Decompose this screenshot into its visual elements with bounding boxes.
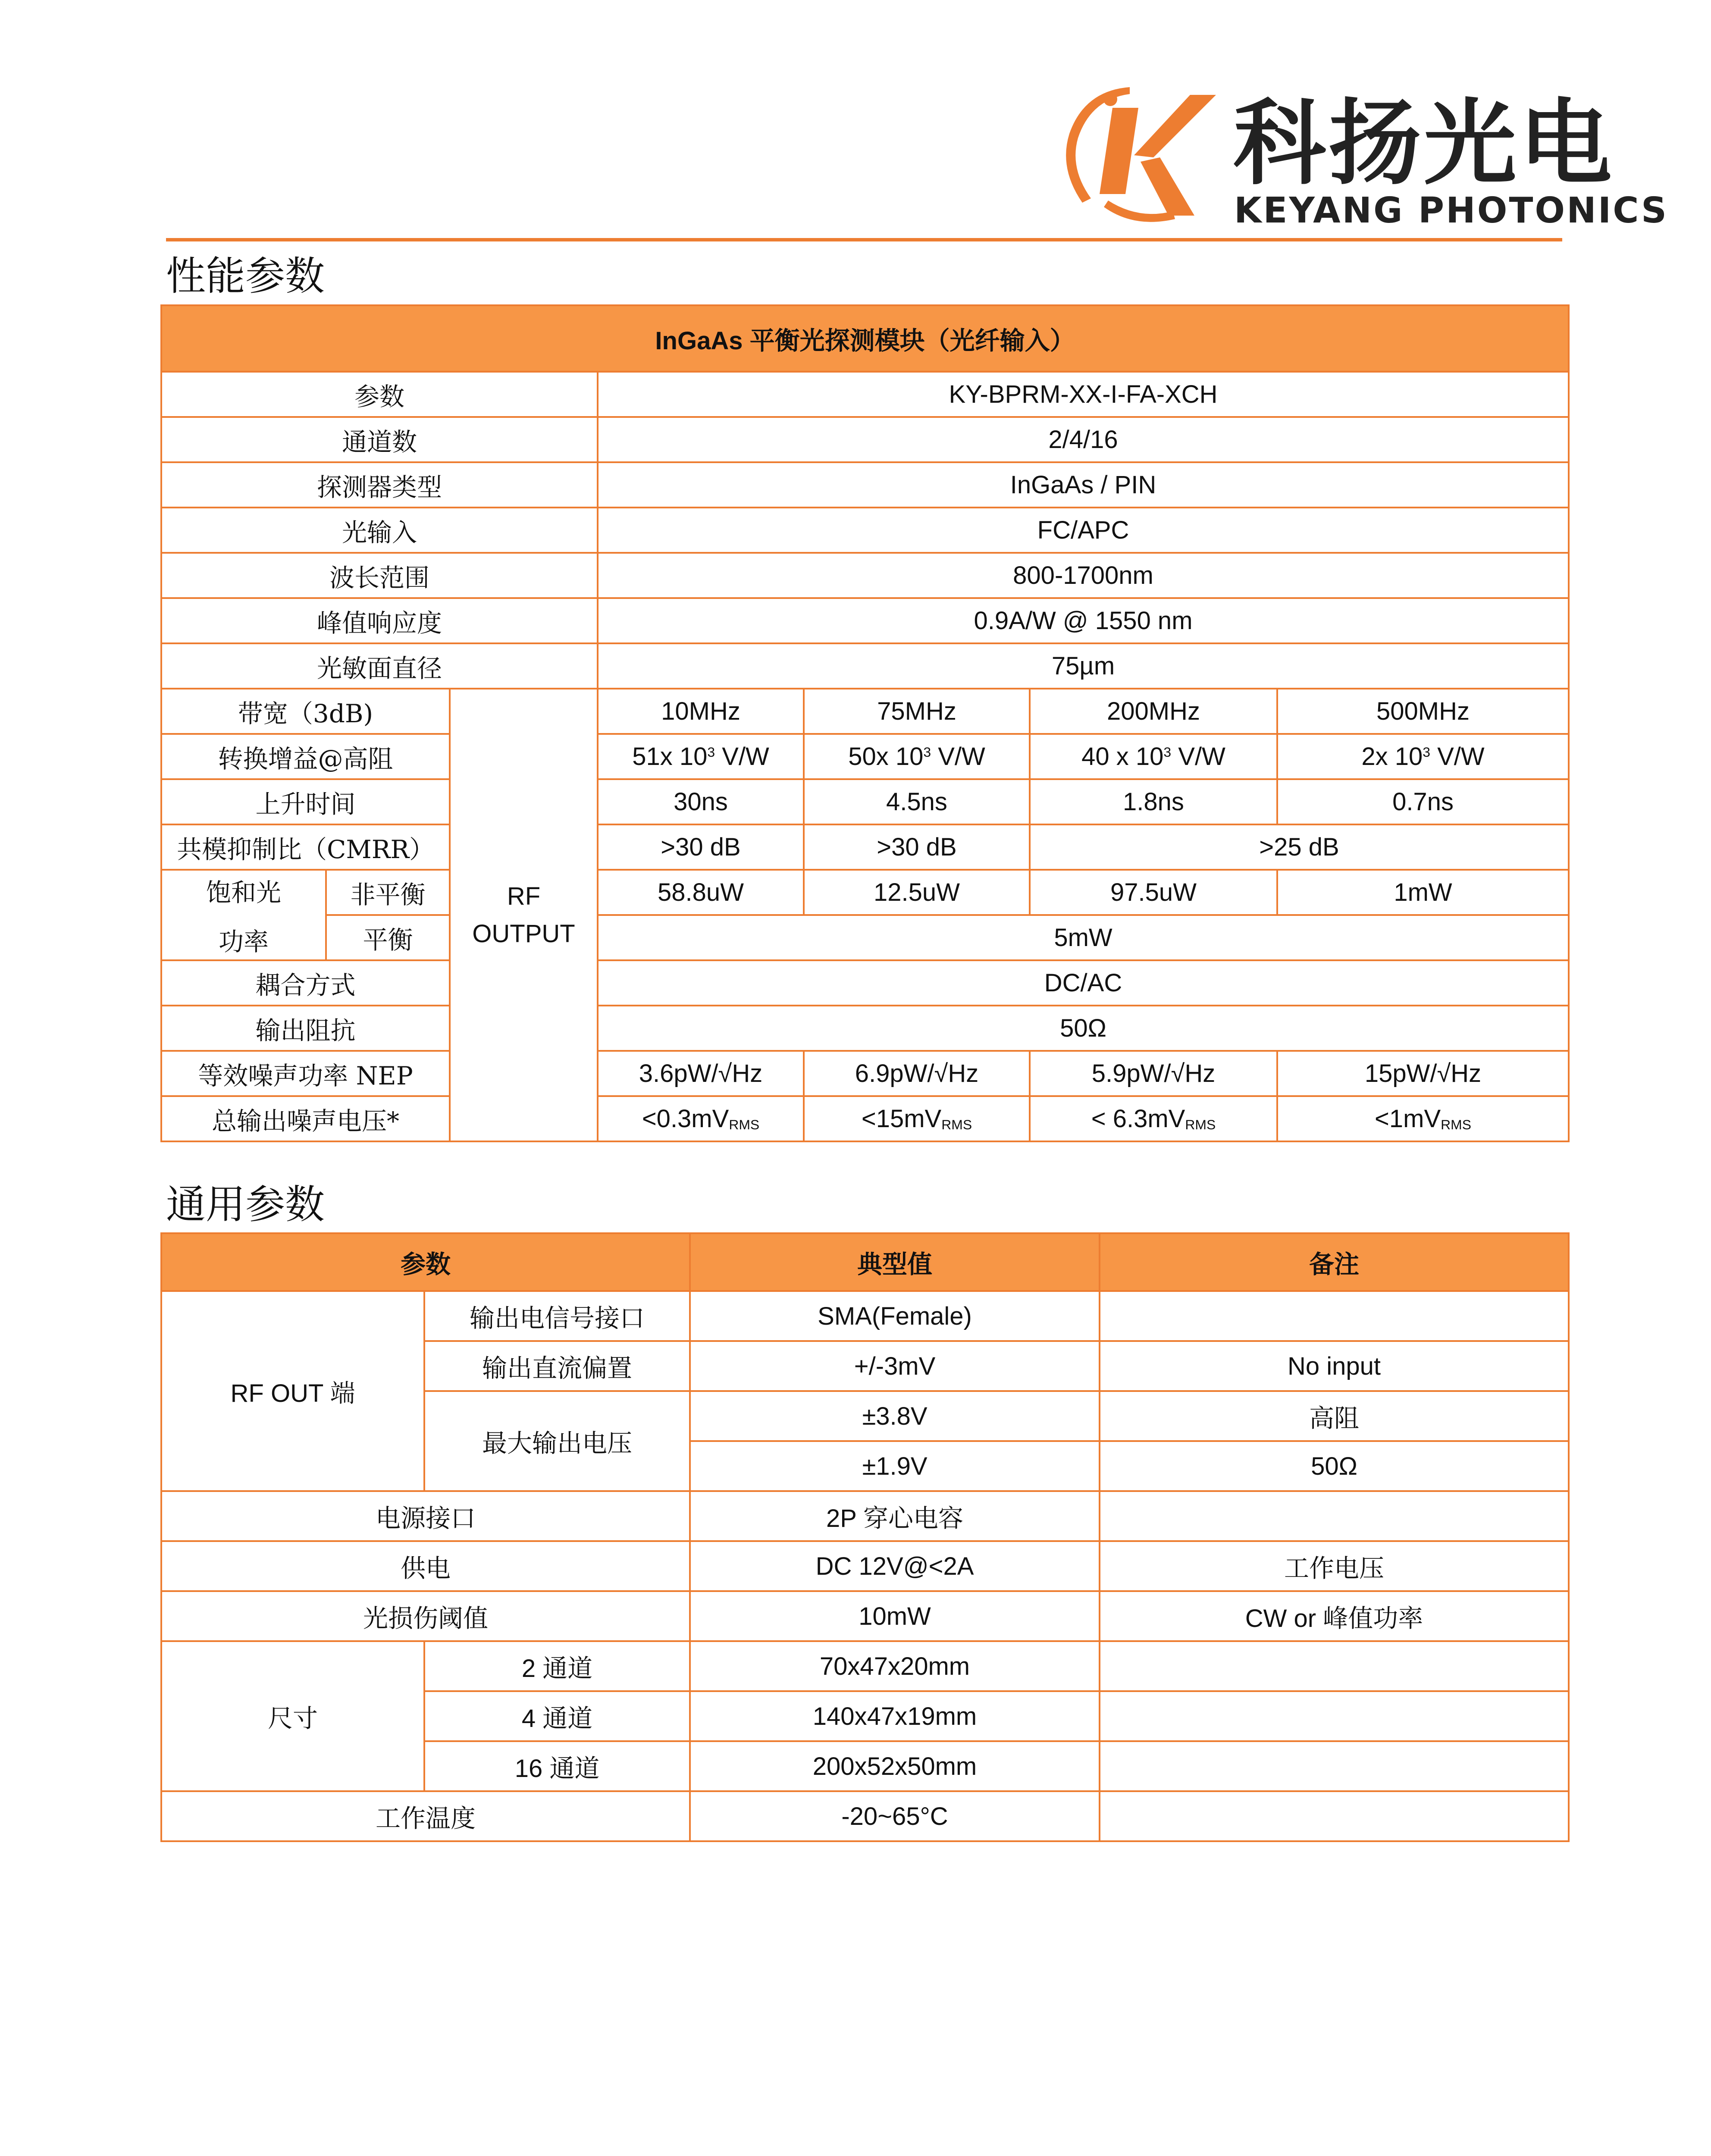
row-note	[1100, 1291, 1569, 1341]
table-row	[161, 779, 1569, 824]
bandwidth-75mhz: 75MHz	[804, 689, 1030, 734]
rf-out-group-label: RF OUT 端	[161, 1291, 424, 1491]
row-label: 带宽（3dB)	[161, 689, 450, 734]
row-value: 2/4/16	[598, 417, 1569, 462]
row-value: FC/APC	[598, 508, 1569, 553]
gain-value: 50x $10^3$ V/W	[804, 734, 1030, 779]
column-header: 典型值	[690, 1233, 1100, 1291]
general-table	[160, 1232, 1570, 1842]
row-note	[1100, 1741, 1569, 1791]
table-row	[161, 824, 1569, 870]
row-label: 探测器类型	[161, 462, 598, 508]
row-value: ±3.8V	[690, 1391, 1100, 1441]
noise-voltage-value: $<1mV_{RMS}$	[1277, 1096, 1569, 1141]
noise-voltage-value: $<0.3mV_{RMS}$	[598, 1096, 804, 1141]
table-row	[161, 1051, 1569, 1096]
table-row	[161, 598, 1569, 643]
table-row	[161, 372, 1569, 417]
table-row	[161, 305, 1569, 372]
bandwidth-200mhz: 200MHz	[1030, 689, 1277, 734]
nep-value: 3.6pW/√Hz	[598, 1051, 804, 1096]
nep-value: 5.9pW/√Hz	[1030, 1051, 1277, 1096]
row-label: 光敏面直径	[161, 643, 598, 689]
size-value: 140x47x19mm	[690, 1691, 1100, 1741]
size-channel: 4 通道	[424, 1691, 690, 1741]
row-label: 输出直流偏置	[424, 1341, 690, 1391]
coupling-value: DC/AC	[598, 960, 1569, 1006]
table-row	[161, 553, 1569, 598]
unbalanced-label: 非平衡	[326, 870, 450, 915]
bandwidth-10mhz: 10MHz	[598, 689, 804, 734]
performance-table-title: InGaAs 平衡光探测模块（光纤输入）	[161, 305, 1569, 372]
row-value: 800-1700nm	[598, 553, 1569, 598]
row-value: +/-3mV	[690, 1341, 1100, 1391]
gain-value: 40 x $10^3$ V/W	[1030, 734, 1277, 779]
size-channel: 16 通道	[424, 1741, 690, 1791]
row-label: 光损伤阈值	[161, 1591, 690, 1641]
company-logo-icon	[1065, 82, 1220, 224]
gain-value: 51x $10^3$ V/W	[598, 734, 804, 779]
row-note: 工作电压	[1100, 1541, 1569, 1591]
row-value: SMA(Female)	[690, 1291, 1100, 1341]
row-value: 10mW	[690, 1591, 1100, 1641]
row-label: 总输出噪声电压*	[161, 1096, 450, 1141]
row-note: No input	[1100, 1341, 1569, 1391]
saturation-value: 97.5uW	[1030, 870, 1277, 915]
row-label: 供电	[161, 1541, 690, 1591]
table-row	[161, 870, 1569, 915]
saturation-balanced-value: 5mW	[598, 915, 1569, 960]
table-header-row	[161, 1233, 1569, 1291]
column-header: 备注	[1100, 1233, 1569, 1291]
table-row	[161, 960, 1569, 1006]
row-value: ±1.9V	[690, 1441, 1100, 1491]
row-value: KY-BPRM-XX-I-FA-XCH	[598, 372, 1569, 417]
table-row	[161, 915, 1569, 960]
saturation-value: 12.5uW	[804, 870, 1030, 915]
rf-label-line1: RF	[507, 882, 541, 910]
balanced-label: 平衡	[326, 915, 450, 960]
row-value: 2P 穿心电容	[690, 1491, 1100, 1541]
cmrr-value: >25 dB	[1030, 824, 1569, 870]
rise-time-value: 1.8ns	[1030, 779, 1277, 824]
row-label: 电源接口	[161, 1491, 690, 1541]
row-note	[1100, 1491, 1569, 1541]
row-label: 输出阻抗	[161, 1006, 450, 1051]
header-divider	[166, 238, 1562, 241]
row-label: 转换增益@高阻	[161, 734, 450, 779]
performance-table	[160, 304, 1570, 1142]
rise-time-value: 0.7ns	[1277, 779, 1569, 824]
general-section-title: 通用参数	[166, 1181, 325, 1228]
row-label: 工作温度	[161, 1791, 690, 1841]
table-row	[161, 643, 1569, 689]
row-note	[1100, 1791, 1569, 1841]
table-row	[161, 417, 1569, 462]
cmrr-value: >30 dB	[804, 824, 1030, 870]
performance-section-title: 性能参数	[166, 253, 325, 299]
row-value: -20~65°C	[690, 1791, 1100, 1841]
table-row	[161, 1096, 1569, 1141]
row-label: 等效噪声功率 NEP	[161, 1051, 450, 1096]
gain-value: 2x $10^3$ V/W	[1277, 734, 1569, 779]
row-note: CW or 峰值功率	[1100, 1591, 1569, 1641]
saturation-value: 58.8uW	[598, 870, 804, 915]
table-row	[161, 1591, 1569, 1641]
bandwidth-500mhz: 500MHz	[1277, 689, 1569, 734]
rise-time-value: 30ns	[598, 779, 804, 824]
table-row	[161, 734, 1569, 779]
brand-name-chinese: 科扬光电	[1233, 89, 1614, 197]
table-row	[161, 462, 1569, 508]
cmrr-value: >30 dB	[598, 824, 804, 870]
row-label: 上升时间	[161, 779, 450, 824]
row-note	[1100, 1691, 1569, 1741]
noise-voltage-value: < $6.3mV_{RMS}$	[1030, 1096, 1277, 1141]
row-label: 光输入	[161, 508, 598, 553]
brand-name-english: KEYANG PHOTONICS	[1234, 190, 1668, 231]
row-note: 高阻	[1100, 1391, 1569, 1441]
nep-value: 15pW/√Hz	[1277, 1051, 1569, 1096]
saturation-power-label: 饱和光 功率	[161, 870, 326, 960]
row-label: 峰值响应度	[161, 598, 598, 643]
impedance-value: 50Ω	[598, 1006, 1569, 1051]
row-label: 耦合方式	[161, 960, 450, 1006]
table-row	[161, 1291, 1569, 1341]
size-channel: 2 通道	[424, 1641, 690, 1691]
table-row	[161, 1641, 1569, 1691]
row-label: 共模抑制比（CMRR）	[161, 824, 450, 870]
size-value: 70x47x20mm	[690, 1641, 1100, 1691]
saturation-value: 1mW	[1277, 870, 1569, 915]
size-label: 尺寸	[161, 1641, 424, 1791]
row-label: 输出电信号接口	[424, 1291, 690, 1341]
row-value: DC 12V@<2A	[690, 1541, 1100, 1591]
row-label: 波长范围	[161, 553, 598, 598]
noise-voltage-value: $<15mV_{RMS}$	[804, 1096, 1030, 1141]
column-header: 参数	[161, 1233, 690, 1291]
row-value: 0.9A/W @ 1550 nm	[598, 598, 1569, 643]
table-row	[161, 689, 1569, 734]
nep-value: 6.9pW/√Hz	[804, 1051, 1030, 1096]
row-note	[1100, 1641, 1569, 1691]
table-row	[161, 508, 1569, 553]
row-value: 75µm	[598, 643, 1569, 689]
row-value: InGaAs / PIN	[598, 462, 1569, 508]
table-row	[161, 1791, 1569, 1841]
rise-time-value: 4.5ns	[804, 779, 1030, 824]
row-label: 参数	[161, 372, 598, 417]
table-row	[161, 1006, 1569, 1051]
row-label: 通道数	[161, 417, 598, 462]
rf-label-line2: OUTPUT	[472, 920, 575, 948]
row-note: 50Ω	[1100, 1441, 1569, 1491]
table-row	[161, 1491, 1569, 1541]
table-row	[161, 1541, 1569, 1591]
rf-output-label	[450, 689, 598, 1141]
row-label: 最大输出电压	[424, 1391, 690, 1491]
size-value: 200x52x50mm	[690, 1741, 1100, 1791]
